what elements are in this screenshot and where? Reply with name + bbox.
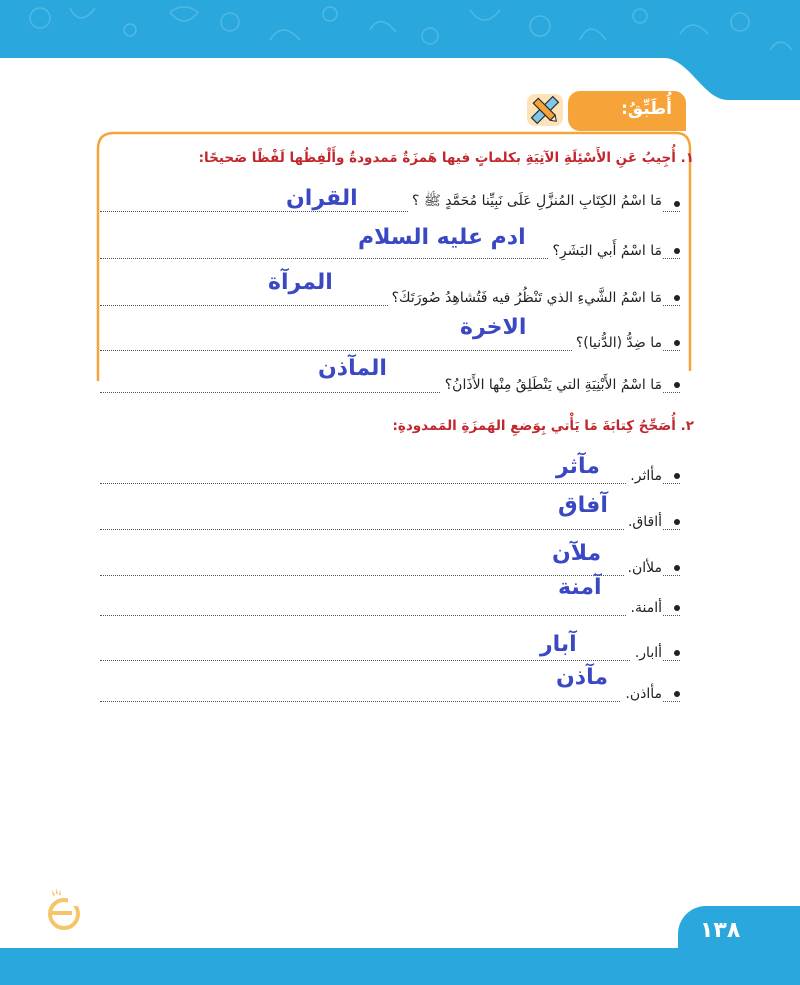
question-1-item bbox=[100, 367, 680, 397]
handwritten-answer: مآثر bbox=[556, 454, 600, 479]
question-2-item bbox=[100, 632, 680, 665]
bullet bbox=[674, 473, 680, 479]
answer-line bbox=[100, 483, 680, 484]
handwritten-answer: ادم عليه السلام bbox=[358, 225, 526, 250]
bullet bbox=[674, 382, 680, 388]
answer-line bbox=[100, 660, 680, 661]
handwritten-answer: القران bbox=[286, 186, 358, 211]
footer-bar bbox=[0, 948, 800, 985]
word-to-correct: أاقاق. bbox=[624, 514, 662, 530]
question-text: مَا اسْمُ الشَّيءِ الذي تَنْظُرُ فيه فَتُشاهِدُ صُورَتَكَ؟ bbox=[388, 290, 662, 306]
page-number: ١٣٨ bbox=[700, 918, 741, 943]
handwritten-answer: آفاق bbox=[558, 493, 608, 518]
answer-line bbox=[100, 529, 680, 530]
pencil-ruler-icon bbox=[526, 93, 564, 127]
word-to-correct: أامنة. bbox=[627, 600, 662, 616]
answer-line bbox=[100, 615, 680, 616]
question-2-title: ٢. أُصَحِّحُ كِتابَةَ مَا يَأْتي بِوَضعِ الهَمزَةِ المَمدودةِ: bbox=[392, 418, 694, 434]
bullet bbox=[674, 519, 680, 525]
bullet bbox=[674, 340, 680, 346]
word-to-correct: أابار. bbox=[631, 645, 662, 661]
handwritten-answer: آبار bbox=[540, 632, 577, 657]
publisher-logo-icon bbox=[42, 884, 86, 932]
word-to-correct: ملأان. bbox=[624, 560, 662, 576]
bullet bbox=[674, 295, 680, 301]
bullet bbox=[674, 605, 680, 611]
handwritten-answer: مآذن bbox=[556, 665, 608, 690]
handwritten-answer: ملآن bbox=[552, 541, 602, 566]
bullet bbox=[674, 248, 680, 254]
question-text: مَا اسْمُ الأَبْنِيَةِ التي يَنْطَلِقُ مِنْها الأَذَانُ؟ bbox=[441, 377, 662, 393]
question-text: ما ضِدُّ (الدُّنيا)؟ bbox=[572, 335, 662, 351]
handwritten-answer: المرآة bbox=[268, 270, 333, 295]
header-band bbox=[0, 0, 800, 100]
question-1-item bbox=[100, 280, 680, 310]
practice-tab bbox=[568, 91, 686, 131]
handwritten-answer: المآذن bbox=[318, 356, 387, 381]
handwritten-answer: الاخرة bbox=[460, 315, 527, 340]
question-text: مَا اسْمُ الكِتَابِ المُنزَّلِ عَلَى نَبِيِّنا مُحَمَّدٍ ﷺ ؟ bbox=[408, 192, 662, 212]
bullet bbox=[674, 565, 680, 571]
answer-line bbox=[100, 701, 680, 702]
question-1-item bbox=[100, 325, 680, 355]
question-text: مَا اسْمُ أَبي البَشَرِ؟ bbox=[548, 243, 662, 259]
question-1-title: ١. أُجِيبُ عَنِ الأَسْئِلَةِ الآتِيَةِ بكلماتٍ فيها هَمزَةٌ مَمدودةٌ وأَلْفِظُها لَفْظًا صَحيحًا: bbox=[198, 150, 694, 166]
bullet bbox=[674, 650, 680, 656]
word-to-correct: مأاثر. bbox=[626, 468, 662, 484]
question-1-item bbox=[100, 186, 680, 216]
word-to-correct: مأاذن. bbox=[621, 686, 662, 702]
bullet bbox=[674, 201, 680, 207]
practice-label: أُطَبِّقُ: bbox=[621, 99, 672, 119]
handwritten-answer: آمنة bbox=[558, 575, 602, 600]
bullet bbox=[674, 691, 680, 697]
